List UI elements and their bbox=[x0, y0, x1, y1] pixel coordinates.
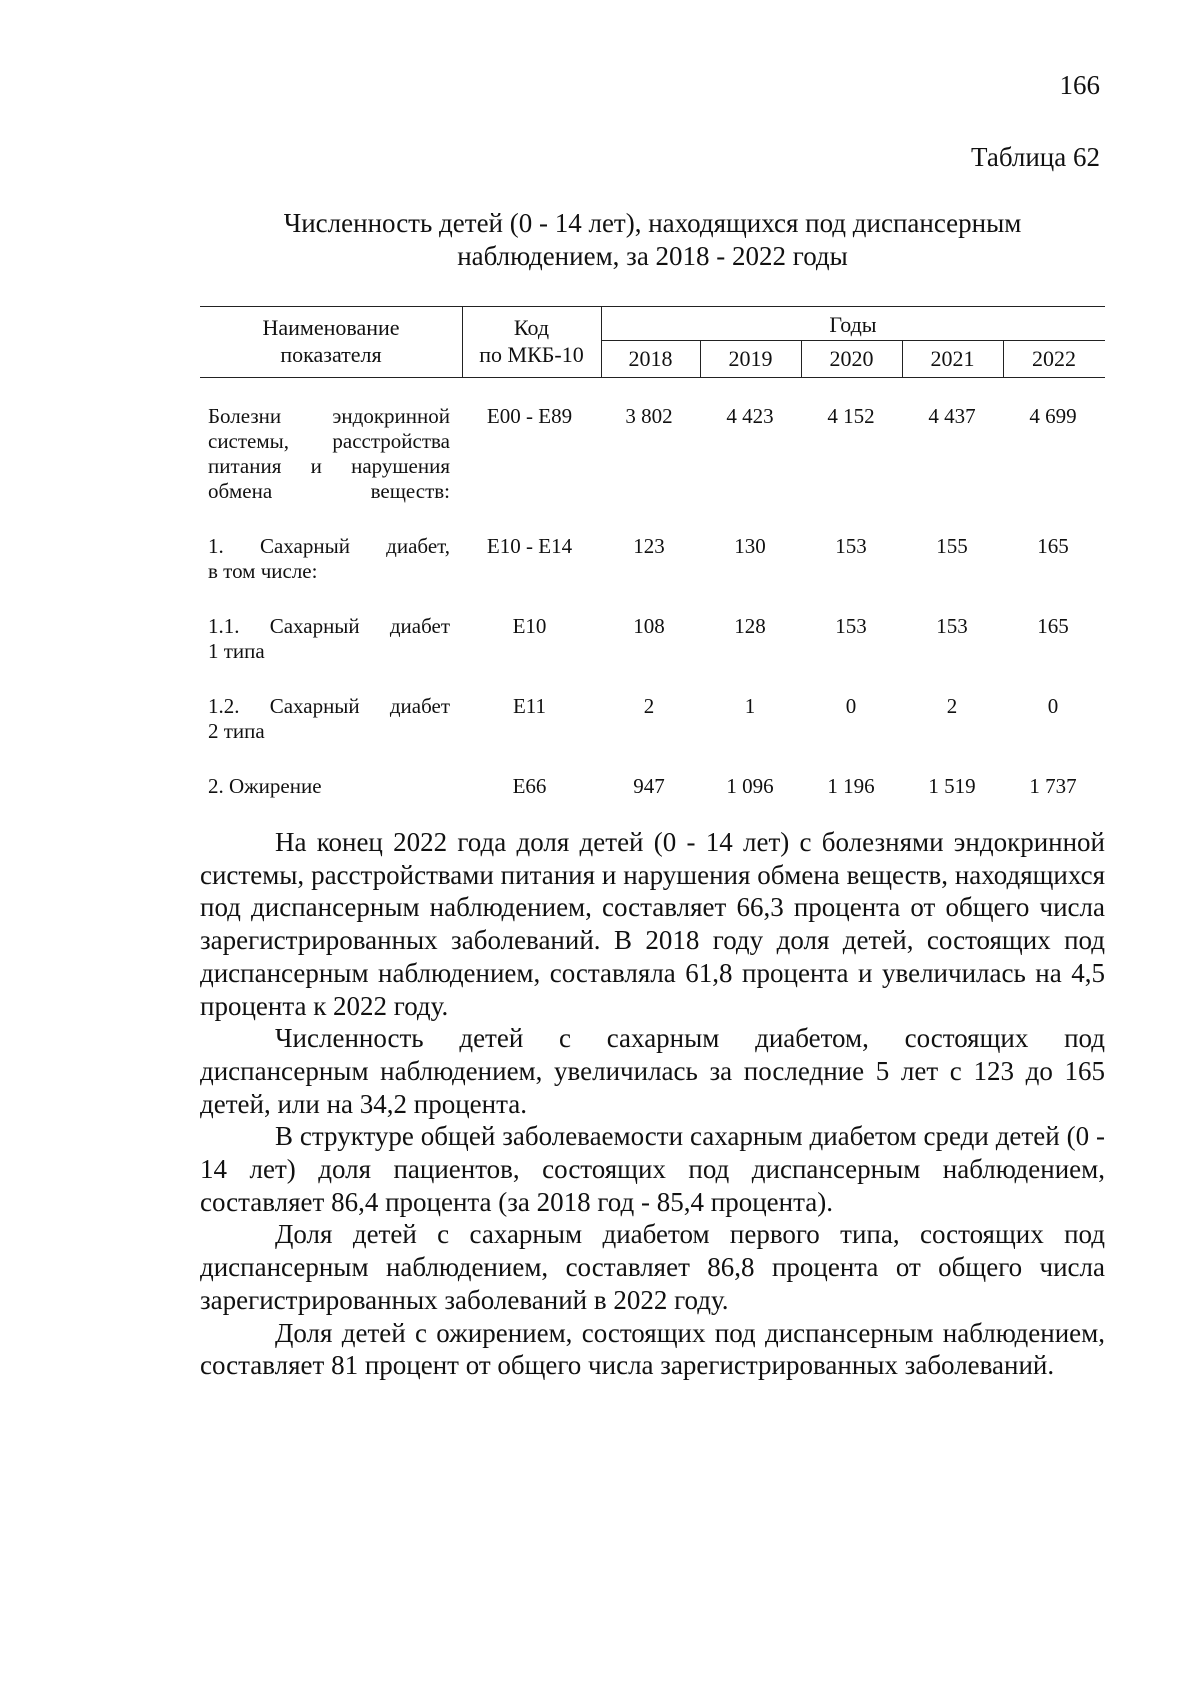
row-value: 0 bbox=[1047, 694, 1059, 718]
header-years-label: Годы bbox=[829, 312, 877, 337]
row-value: 1 096 bbox=[726, 774, 774, 798]
row-name-line: 2. Ожирение bbox=[208, 774, 322, 798]
header-divider bbox=[601, 340, 1105, 341]
row-code: E00 - E89 bbox=[486, 404, 573, 428]
header-year: 2018 bbox=[628, 346, 673, 371]
row-code: E10 - E14 bbox=[486, 534, 573, 558]
row-value: 165 bbox=[1037, 534, 1069, 558]
page-number: 166 bbox=[1059, 70, 1100, 100]
row-name-line: Болезни эндокринной bbox=[208, 404, 450, 428]
table-title bbox=[200, 207, 1105, 273]
row-value: 130 bbox=[734, 534, 766, 558]
table-title-line: Численность детей (0 - 14 лет), находящихся под диспансерным bbox=[283, 208, 1022, 238]
paragraph: Доля детей с сахарным диабетом первого типа, состоящих под диспансерным наблюдением, составляет 86,8 процента от общего числа зарегистрированных заболеваний в 2022 году. bbox=[200, 1219, 1105, 1315]
body-text bbox=[200, 826, 1105, 1382]
row-value: 3 802 bbox=[625, 404, 673, 428]
row-value: 153 bbox=[936, 614, 968, 638]
row-name-line: системы, расстройства bbox=[208, 429, 450, 453]
row-value: 123 bbox=[633, 534, 665, 558]
header-year: 2021 bbox=[930, 346, 975, 371]
header-name-line: Наименование bbox=[262, 315, 400, 340]
row-code: E11 bbox=[512, 694, 547, 718]
paragraph: Численность детей с сахарным диабетом, состоящих под диспансерным наблюдением, увеличилась за последние 5 лет с 123 до 165 детей, или на 34,2 процента. bbox=[200, 1023, 1105, 1119]
row-value: 128 bbox=[734, 614, 766, 638]
row-name-line: 1 типа bbox=[208, 639, 265, 663]
row-value: 947 bbox=[633, 774, 665, 798]
row-value: 0 bbox=[845, 694, 857, 718]
row-code: E66 bbox=[512, 774, 547, 798]
header-code-line: по МКБ-10 bbox=[479, 342, 584, 367]
row-value: 155 bbox=[936, 534, 968, 558]
row-name-line: 1.1. Сахарный диабет bbox=[208, 614, 450, 638]
row-name bbox=[208, 534, 450, 584]
row-value: 153 bbox=[835, 614, 867, 638]
table-title-line: наблюдением, за 2018 - 2022 годы bbox=[457, 241, 848, 271]
row-value: 108 bbox=[633, 614, 665, 638]
header-code-cell bbox=[462, 314, 601, 368]
row-name bbox=[208, 694, 450, 744]
row-name bbox=[208, 774, 450, 799]
header-year: 2020 bbox=[829, 346, 874, 371]
row-name bbox=[208, 404, 450, 504]
row-value: 2 bbox=[643, 694, 655, 718]
row-value: 4 699 bbox=[1029, 404, 1077, 428]
row-value: 4 423 bbox=[726, 404, 774, 428]
header-code-line: Код bbox=[513, 315, 550, 340]
row-value: 1 519 bbox=[928, 774, 976, 798]
header-name-cell bbox=[200, 314, 462, 368]
row-name bbox=[208, 614, 450, 664]
row-name-line: питания и нарушения bbox=[208, 454, 450, 478]
row-value: 165 bbox=[1037, 614, 1069, 638]
row-code: E10 bbox=[512, 614, 547, 638]
row-value: 4 437 bbox=[928, 404, 976, 428]
header-year: 2019 bbox=[728, 346, 773, 371]
row-name-line: обмена веществ: bbox=[208, 479, 450, 503]
paragraph: В структуре общей заболеваемости сахарным диабетом среди детей (0 - 14 лет) доля пациентов, состоящих под диспансерным наблюдением, составляет 86,4 процента (за 2018 год - 85,4 процента). bbox=[200, 1121, 1105, 1217]
row-value: 1 737 bbox=[1029, 774, 1077, 798]
row-value: 1 196 bbox=[827, 774, 875, 798]
header-year: 2022 bbox=[1032, 346, 1076, 371]
paragraph: На конец 2022 года доля детей (0 - 14 лет) с болезнями эндокринной системы, расстройствами питания и нарушения обмена веществ, находящихся под диспансерным наблюдением, составляет 66,3 процента от общего числа зарегистрированных заболеваний. В 2018 году доля детей, состоящих под диспансерным наблюдением, составляла 61,8 процента и увеличилась на 4,5 процента к 2022 году. bbox=[200, 827, 1105, 1021]
header-name-line: показателя bbox=[280, 342, 382, 367]
row-name-line: 1. Сахарный диабет, bbox=[208, 534, 450, 558]
row-name-line: 1.2. Сахарный диабет bbox=[208, 694, 450, 718]
row-value: 1 bbox=[744, 694, 756, 718]
paragraph: Доля детей с ожирением, состоящих под диспансерным наблюдением, составляет 81 процент от общего числа зарегистрированных заболеваний. bbox=[200, 1317, 1105, 1381]
row-name-line: 2 типа bbox=[208, 719, 265, 743]
row-name-line: в том числе: bbox=[208, 559, 318, 583]
data-table bbox=[200, 306, 1105, 798]
row-value: 153 bbox=[835, 534, 867, 558]
table-label: Таблица 62 bbox=[971, 142, 1100, 172]
row-value: 2 bbox=[946, 694, 958, 718]
row-value: 4 152 bbox=[827, 404, 875, 428]
table-header bbox=[200, 306, 1105, 378]
